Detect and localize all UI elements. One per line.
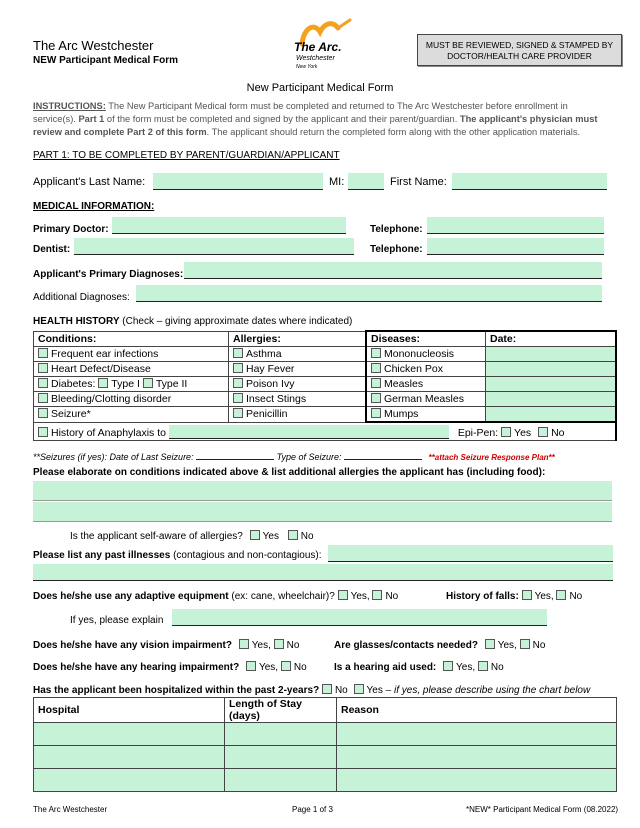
anaphylaxis-field[interactable] bbox=[169, 425, 449, 439]
disease-label: Mononucleosis bbox=[384, 348, 455, 360]
epipen-no-checkbox[interactable] bbox=[538, 427, 548, 437]
form-name: NEW Participant Medical Form bbox=[33, 55, 179, 66]
table-row bbox=[34, 422, 617, 441]
reason-col-header: Reason bbox=[337, 698, 617, 723]
disease-date-field[interactable] bbox=[486, 392, 617, 407]
disease-date-field[interactable] bbox=[486, 347, 617, 362]
seizure-type-field[interactable] bbox=[344, 449, 422, 460]
type2-label: Type II bbox=[155, 378, 188, 390]
past-illness-field-2[interactable] bbox=[33, 564, 613, 581]
disease-cell bbox=[366, 362, 486, 377]
hospital-yes-label: Yes bbox=[366, 685, 383, 696]
dentist-telephone-field[interactable] bbox=[427, 238, 604, 255]
hearing-yes-label: Yes, bbox=[258, 662, 279, 673]
table-row bbox=[34, 769, 617, 792]
epipen-yes-checkbox[interactable] bbox=[501, 427, 511, 437]
glasses-yes-checkbox[interactable] bbox=[485, 639, 495, 649]
checkbox[interactable] bbox=[371, 348, 381, 358]
stamp-line-2: DOCTOR/HEALTH CARE PROVIDER bbox=[447, 51, 592, 61]
logo-main-text: The Arc. bbox=[294, 40, 342, 54]
hospital-col-header: Hospital bbox=[34, 698, 225, 723]
vision-no-checkbox[interactable] bbox=[274, 639, 284, 649]
checkbox[interactable] bbox=[371, 378, 381, 388]
allergy-label: Insect Stings bbox=[246, 393, 307, 405]
falls-yes-label: Yes, bbox=[534, 591, 554, 602]
adaptive-label: Does he/she use any adaptive equipment bbox=[33, 591, 229, 602]
mi-label: MI: bbox=[329, 176, 345, 188]
telephone-label-1: Telephone: bbox=[370, 224, 423, 235]
condition-label: Bleeding/Clotting disorder bbox=[51, 393, 172, 405]
additional-diagnoses-field[interactable] bbox=[136, 285, 602, 302]
allergy-label: Asthma bbox=[246, 348, 282, 360]
elaborate-label: Please elaborate on conditions indicated above & list additional allergies the applicant has (including food): bbox=[33, 467, 546, 478]
adaptive-row bbox=[33, 590, 398, 602]
glasses-no-checkbox[interactable] bbox=[520, 639, 530, 649]
checkbox[interactable] bbox=[371, 408, 381, 418]
last-name-field[interactable] bbox=[153, 173, 323, 190]
seizure-row bbox=[33, 449, 555, 462]
table-row bbox=[34, 746, 617, 769]
hospital-no-checkbox[interactable] bbox=[322, 684, 332, 694]
hospitalization-table bbox=[33, 697, 617, 792]
hospital-field[interactable] bbox=[34, 723, 225, 746]
adaptive-yes-label: Yes, bbox=[350, 591, 370, 602]
condition-label: Diabetes: bbox=[51, 378, 96, 390]
table-row bbox=[34, 347, 617, 362]
allergy-cell bbox=[229, 347, 367, 362]
reason-field[interactable] bbox=[337, 769, 617, 792]
checkbox[interactable] bbox=[233, 348, 243, 358]
epipen-yes-label: Yes bbox=[514, 426, 532, 439]
adaptive-yes-checkbox[interactable] bbox=[338, 590, 348, 600]
seizure-type-label: Type of Seizure: bbox=[276, 452, 342, 462]
length-of-stay-col-header: Length of Stay (days) bbox=[225, 698, 337, 723]
doctor-telephone-field[interactable] bbox=[427, 217, 604, 234]
checkbox[interactable] bbox=[371, 363, 381, 373]
disease-cell bbox=[366, 407, 486, 423]
falls-row bbox=[446, 590, 582, 602]
allergies-header: Allergies: bbox=[229, 331, 367, 347]
hearing-row bbox=[33, 661, 307, 673]
vision-yes-checkbox[interactable] bbox=[239, 639, 249, 649]
health-history-note: (Check – giving approximate dates where indicated) bbox=[122, 316, 353, 327]
seizure-date-label: **Seizures (if yes): Date of Last Seizure: bbox=[33, 452, 194, 462]
self-aware-label: Is the applicant self-aware of allergies? bbox=[70, 531, 243, 542]
footer-page-number: Page 1 of 3 bbox=[292, 805, 333, 814]
logo-state-text: New York bbox=[296, 64, 318, 70]
disease-label: Measles bbox=[384, 378, 424, 390]
health-history-title: HEALTH HISTORY bbox=[33, 316, 120, 327]
instr-t2c: of the form must be completed and signed by the applicant and their parent/guardian. bbox=[106, 114, 458, 124]
self-aware-no-label: No bbox=[300, 531, 314, 542]
footer-right: *NEW* Participant Medical Form (08.2022) bbox=[466, 805, 619, 814]
hospital-question-row bbox=[33, 684, 590, 696]
table-row bbox=[34, 392, 617, 407]
checkbox[interactable] bbox=[38, 363, 48, 373]
vision-label: Does he/she have any vision impairment? bbox=[33, 640, 232, 651]
disease-cell bbox=[366, 392, 486, 407]
length-of-stay-field[interactable] bbox=[225, 769, 337, 792]
glasses-row bbox=[334, 639, 545, 651]
allergy-cell bbox=[229, 362, 367, 377]
part1-heading: PART 1: TO BE COMPLETED BY PARENT/GUARDIAN/APPLICANT bbox=[33, 150, 340, 161]
hospital-field[interactable] bbox=[34, 769, 225, 792]
hearing-label: Does he/she have any hearing impairment? bbox=[33, 662, 240, 673]
vision-yes-label: Yes, bbox=[251, 640, 271, 651]
condition-cell bbox=[34, 362, 229, 377]
seizure-date-field[interactable] bbox=[196, 449, 274, 460]
epipen-label: Epi-Pen: bbox=[457, 426, 499, 439]
dentist-label: Dentist: bbox=[33, 244, 71, 255]
allergy-label: Penicillin bbox=[246, 408, 288, 421]
hearing-aid-row bbox=[334, 661, 504, 673]
hearing-aid-yes-label: Yes, bbox=[456, 662, 476, 673]
telephone-label-2: Telephone: bbox=[370, 244, 423, 255]
health-history-table bbox=[33, 330, 617, 441]
disease-label: German Measles bbox=[384, 393, 464, 405]
falls-no-label: No bbox=[569, 591, 583, 602]
past-illness-field-1[interactable] bbox=[328, 545, 613, 562]
anaphylaxis-checkbox[interactable] bbox=[38, 427, 48, 437]
past-illness-bold: Please list any past illnesses bbox=[33, 550, 171, 561]
conditions-header: Conditions: bbox=[34, 331, 229, 347]
length-of-stay-field[interactable] bbox=[225, 723, 337, 746]
checkbox-type1[interactable] bbox=[98, 378, 108, 388]
checkbox[interactable] bbox=[371, 393, 381, 403]
instr-t2b: Part 1 bbox=[78, 114, 105, 124]
past-illness-note: (contagious and non-contagious): bbox=[173, 550, 322, 561]
stamp-line-1: MUST BE REVIEWED, SIGNED & STAMPED BY bbox=[425, 40, 614, 50]
condition-cell bbox=[34, 347, 229, 362]
hearing-aid-no-label: No bbox=[490, 662, 504, 673]
checkbox[interactable] bbox=[233, 363, 243, 373]
disease-date-field[interactable] bbox=[486, 407, 617, 423]
condition-cell bbox=[34, 392, 229, 407]
hearing-no-checkbox[interactable] bbox=[281, 661, 291, 671]
dentist-field[interactable] bbox=[74, 238, 354, 255]
glasses-label: Are glasses/contacts needed? bbox=[334, 640, 478, 651]
adaptive-no-label: No bbox=[385, 591, 399, 602]
hospital-field[interactable] bbox=[34, 746, 225, 769]
self-aware-row bbox=[70, 530, 314, 542]
instr-t3b: . The applicant should return the completed form along with the other application materials. bbox=[206, 127, 581, 137]
hearing-aid-yes-checkbox[interactable] bbox=[443, 661, 453, 671]
condition-label: Frequent ear infections bbox=[51, 348, 159, 360]
adaptive-note: (ex: cane, wheelchair)? bbox=[231, 591, 335, 602]
health-history-heading bbox=[33, 316, 352, 327]
table-row bbox=[34, 723, 617, 746]
diseases-header: Diseases: bbox=[366, 331, 486, 347]
glasses-no-label: No bbox=[532, 640, 546, 651]
disease-cell bbox=[366, 377, 486, 392]
allergy-cell bbox=[229, 392, 367, 407]
mi-field[interactable] bbox=[348, 173, 384, 190]
condition-cell bbox=[34, 407, 229, 423]
hearing-yes-checkbox[interactable] bbox=[246, 661, 256, 671]
vision-row bbox=[33, 639, 299, 651]
allergy-label: Hay Fever bbox=[246, 363, 295, 375]
checkbox[interactable] bbox=[38, 408, 48, 418]
logo-sub-text: Westchester bbox=[296, 55, 335, 62]
checkbox-type2[interactable] bbox=[143, 378, 153, 388]
hearing-aid-no-checkbox[interactable] bbox=[478, 661, 488, 671]
hospital-yes-checkbox[interactable] bbox=[354, 684, 364, 694]
first-name-field[interactable] bbox=[452, 173, 607, 190]
self-aware-no-checkbox[interactable] bbox=[288, 530, 298, 540]
table-row bbox=[34, 377, 617, 392]
disease-label: Chicken Pox bbox=[384, 363, 443, 375]
additional-diagnoses-label: Additional Diagnoses: bbox=[33, 292, 130, 303]
disease-cell bbox=[366, 347, 486, 362]
condition-cell bbox=[34, 377, 229, 392]
glasses-yes-label: Yes, bbox=[497, 640, 517, 651]
condition-label: Heart Defect/Disease bbox=[51, 363, 151, 375]
anaphylaxis-cell bbox=[34, 422, 617, 441]
table-row bbox=[34, 362, 617, 377]
condition-label: Seizure* bbox=[51, 408, 91, 421]
self-aware-yes-label: Yes bbox=[262, 531, 279, 542]
org-name: The Arc Westchester bbox=[33, 38, 154, 53]
checkbox[interactable] bbox=[38, 378, 48, 388]
primary-diagnoses-field[interactable] bbox=[184, 262, 602, 279]
hearing-no-label: No bbox=[293, 662, 307, 673]
if-yes-explain-field[interactable] bbox=[172, 609, 547, 626]
instructions-label: INSTRUCTIONS: bbox=[33, 101, 106, 111]
disease-date-field[interactable] bbox=[486, 377, 617, 392]
reason-field[interactable] bbox=[337, 746, 617, 769]
checkbox[interactable] bbox=[233, 378, 243, 388]
allergy-cell bbox=[229, 377, 367, 392]
allergy-cell bbox=[229, 407, 367, 423]
if-yes-explain-label: If yes, please explain bbox=[70, 615, 164, 626]
disease-date-field[interactable] bbox=[486, 362, 617, 377]
checkbox[interactable] bbox=[38, 393, 48, 403]
epipen-no-label: No bbox=[551, 426, 565, 439]
date-header: Date: bbox=[486, 331, 617, 347]
primary-doctor-label: Primary Doctor: bbox=[33, 224, 109, 235]
primary-diagnoses-label: Applicant's Primary Diagnoses: bbox=[33, 269, 184, 280]
hearing-aid-label: Is a hearing aid used: bbox=[334, 662, 437, 673]
stamp-notice-box bbox=[417, 34, 622, 66]
checkbox[interactable] bbox=[38, 348, 48, 358]
falls-yes-checkbox[interactable] bbox=[522, 590, 532, 600]
instructions bbox=[33, 100, 613, 139]
hospital-question-label: Has the applicant been hospitalized within the past 2-years? bbox=[33, 685, 320, 696]
falls-no-checkbox[interactable] bbox=[556, 590, 566, 600]
type1-label: Type I bbox=[111, 378, 140, 390]
hospital-no-label: No bbox=[334, 685, 348, 696]
falls-label: History of falls: bbox=[446, 591, 519, 602]
anaphylaxis-label: History of Anaphylaxis to bbox=[51, 426, 166, 439]
page-title: New Participant Medical Form bbox=[246, 82, 394, 94]
elaborate-field-2[interactable] bbox=[33, 502, 612, 522]
last-name-label: Applicant's Last Name: bbox=[33, 176, 146, 188]
self-aware-yes-checkbox[interactable] bbox=[250, 530, 260, 540]
seizure-plan-note: **attach Seizure Response Plan** bbox=[428, 453, 555, 462]
reason-field[interactable] bbox=[337, 723, 617, 746]
footer-left: The Arc Westchester bbox=[33, 805, 108, 814]
checkbox[interactable] bbox=[233, 393, 243, 403]
disease-label: Mumps bbox=[384, 408, 419, 420]
elaborate-field-1[interactable] bbox=[33, 481, 612, 501]
primary-doctor-field[interactable] bbox=[112, 217, 346, 234]
past-illness-label bbox=[33, 550, 322, 561]
instr-t2a: service(s). bbox=[33, 114, 76, 124]
first-name-label: First Name: bbox=[390, 176, 447, 188]
allergy-label: Poison Ivy bbox=[246, 378, 295, 390]
vision-no-label: No bbox=[286, 640, 300, 651]
instr-t2d: The applicant's physician must bbox=[459, 114, 598, 124]
hospital-note: – if yes, please describe using the chart below bbox=[385, 685, 591, 696]
table-row bbox=[34, 407, 617, 423]
arc-logo bbox=[288, 18, 358, 76]
adaptive-no-checkbox[interactable] bbox=[372, 590, 382, 600]
checkbox[interactable] bbox=[233, 408, 243, 418]
length-of-stay-field[interactable] bbox=[225, 746, 337, 769]
instr-t3a: review and complete Part 2 of this form bbox=[33, 127, 207, 137]
instructions-line1: The New Participant Medical form must be completed and returned to The Arc Westchester before enrollment in bbox=[108, 101, 568, 111]
medical-info-heading: MEDICAL INFORMATION: bbox=[33, 201, 155, 212]
